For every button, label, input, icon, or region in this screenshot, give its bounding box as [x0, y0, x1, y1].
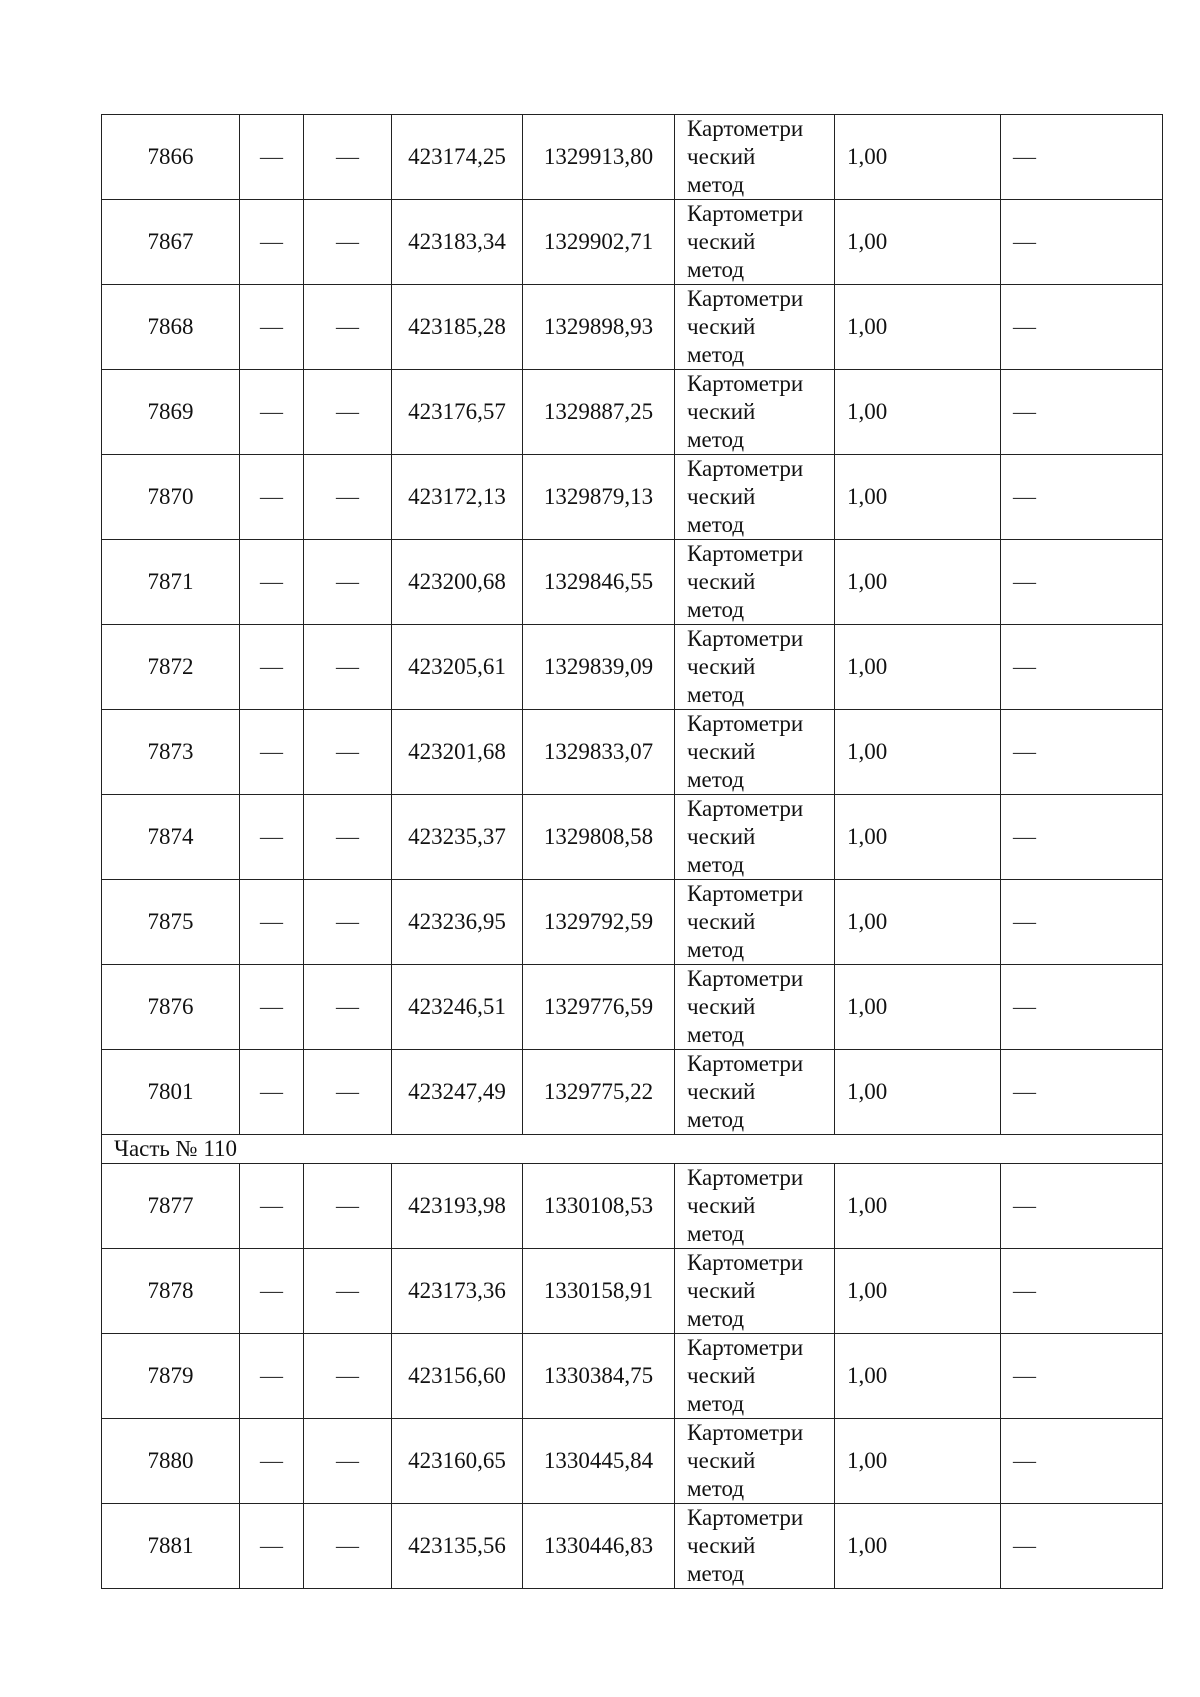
- coordinate-x-cell: 423172,13: [392, 455, 523, 540]
- empty-marker-cell: —: [304, 1504, 392, 1589]
- method-text-line: ческий: [687, 1278, 756, 1303]
- method-cell: [675, 880, 835, 965]
- section-label: Часть № 110: [102, 1135, 1163, 1164]
- coordinate-x-cell: 423156,60: [392, 1334, 523, 1419]
- method-cell: [675, 1164, 835, 1249]
- description-cell: —: [1001, 115, 1163, 200]
- empty-marker-cell: —: [240, 880, 304, 965]
- method-text-line: Картометри: [687, 1051, 804, 1076]
- empty-marker-cell: —: [304, 795, 392, 880]
- method-text-line: ческий: [687, 229, 756, 254]
- method-text-line: метод: [687, 172, 745, 197]
- method-text-line: метод: [687, 1107, 745, 1132]
- accuracy-cell: 1,00: [835, 1504, 1001, 1589]
- method-cell: [675, 540, 835, 625]
- coordinate-x-cell: 423200,68: [392, 540, 523, 625]
- table-row: [102, 1334, 1163, 1419]
- point-number-cell: 7877: [102, 1164, 240, 1249]
- method-cell: [675, 710, 835, 795]
- empty-marker-cell: —: [240, 710, 304, 795]
- empty-marker-cell: —: [240, 115, 304, 200]
- description-cell: —: [1001, 1164, 1163, 1249]
- method-text-line: ческий: [687, 314, 756, 339]
- accuracy-cell: 1,00: [835, 1164, 1001, 1249]
- point-number-cell: 7881: [102, 1504, 240, 1589]
- method-text-line: ческий: [687, 1533, 756, 1558]
- method-text-line: метод: [687, 1221, 745, 1246]
- table-row: [102, 1050, 1163, 1135]
- method-text-line: ческий: [687, 1448, 756, 1473]
- method-text-line: Картометри: [687, 541, 804, 566]
- empty-marker-cell: —: [304, 880, 392, 965]
- empty-marker-cell: —: [304, 1050, 392, 1135]
- accuracy-cell: 1,00: [835, 455, 1001, 540]
- coordinate-y-cell: 1329833,07: [523, 710, 675, 795]
- coordinate-y-cell: 1329913,80: [523, 115, 675, 200]
- description-cell: —: [1001, 200, 1163, 285]
- empty-marker-cell: —: [304, 455, 392, 540]
- point-number-cell: 7867: [102, 200, 240, 285]
- coordinate-y-cell: 1330108,53: [523, 1164, 675, 1249]
- method-text-line: ческий: [687, 399, 756, 424]
- method-text-line: Картометри: [687, 286, 804, 311]
- method-text-line: Картометри: [687, 626, 804, 651]
- accuracy-cell: 1,00: [835, 1249, 1001, 1334]
- method-cell: [675, 965, 835, 1050]
- table-row: [102, 1504, 1163, 1589]
- accuracy-cell: 1,00: [835, 370, 1001, 455]
- empty-marker-cell: —: [240, 1334, 304, 1419]
- coordinate-y-cell: 1330445,84: [523, 1419, 675, 1504]
- method-text-line: метод: [687, 682, 745, 707]
- description-cell: —: [1001, 1419, 1163, 1504]
- method-text-line: Картометри: [687, 796, 804, 821]
- table-body: [102, 115, 1163, 1589]
- table-row: [102, 370, 1163, 455]
- coordinate-y-cell: 1329887,25: [523, 370, 675, 455]
- method-text-line: метод: [687, 1476, 745, 1501]
- point-number-cell: 7873: [102, 710, 240, 795]
- method-text-line: ческий: [687, 654, 756, 679]
- description-cell: —: [1001, 455, 1163, 540]
- method-text-line: метод: [687, 852, 745, 877]
- accuracy-cell: 1,00: [835, 200, 1001, 285]
- method-cell: [675, 370, 835, 455]
- method-cell: [675, 1334, 835, 1419]
- method-cell: [675, 455, 835, 540]
- description-cell: —: [1001, 710, 1163, 795]
- coordinate-x-cell: 423174,25: [392, 115, 523, 200]
- empty-marker-cell: —: [240, 1164, 304, 1249]
- empty-marker-cell: —: [240, 200, 304, 285]
- method-cell: [675, 285, 835, 370]
- method-cell: [675, 1050, 835, 1135]
- method-cell: [675, 1249, 835, 1334]
- table-row: [102, 1249, 1163, 1334]
- method-text-line: метод: [687, 1391, 745, 1416]
- table-row: [102, 1164, 1163, 1249]
- description-cell: —: [1001, 965, 1163, 1050]
- table-row: [102, 455, 1163, 540]
- method-text-line: ческий: [687, 739, 756, 764]
- method-cell: [675, 795, 835, 880]
- description-cell: —: [1001, 1050, 1163, 1135]
- coordinate-y-cell: 1329898,93: [523, 285, 675, 370]
- empty-marker-cell: —: [240, 285, 304, 370]
- accuracy-cell: 1,00: [835, 1419, 1001, 1504]
- method-text-line: ческий: [687, 1363, 756, 1388]
- coordinate-x-cell: 423205,61: [392, 625, 523, 710]
- method-text-line: Картометри: [687, 1335, 804, 1360]
- table-row: [102, 880, 1163, 965]
- section-header-row: [102, 1135, 1163, 1164]
- method-text-line: ческий: [687, 1079, 756, 1104]
- accuracy-cell: 1,00: [835, 625, 1001, 710]
- point-number-cell: 7871: [102, 540, 240, 625]
- method-text-line: Картометри: [687, 1250, 804, 1275]
- accuracy-cell: 1,00: [835, 285, 1001, 370]
- empty-marker-cell: —: [304, 285, 392, 370]
- table-row: [102, 115, 1163, 200]
- empty-marker-cell: —: [240, 1504, 304, 1589]
- point-number-cell: 7878: [102, 1249, 240, 1334]
- method-text-line: Картометри: [687, 1165, 804, 1190]
- coordinate-x-cell: 423246,51: [392, 965, 523, 1050]
- coordinate-x-cell: 423176,57: [392, 370, 523, 455]
- method-text-line: Картометри: [687, 711, 804, 736]
- method-text-line: Картометри: [687, 881, 804, 906]
- empty-marker-cell: —: [304, 200, 392, 285]
- coordinate-y-cell: 1330446,83: [523, 1504, 675, 1589]
- method-text-line: Картометри: [687, 371, 804, 396]
- method-text-line: ческий: [687, 994, 756, 1019]
- method-cell: [675, 1419, 835, 1504]
- coordinate-x-cell: 423201,68: [392, 710, 523, 795]
- empty-marker-cell: —: [240, 370, 304, 455]
- coordinate-x-cell: 423135,56: [392, 1504, 523, 1589]
- method-cell: [675, 115, 835, 200]
- coordinate-y-cell: 1329776,59: [523, 965, 675, 1050]
- coordinate-y-cell: 1329839,09: [523, 625, 675, 710]
- point-number-cell: 7875: [102, 880, 240, 965]
- method-text-line: метод: [687, 512, 745, 537]
- coordinate-y-cell: 1329902,71: [523, 200, 675, 285]
- coordinate-x-cell: 423247,49: [392, 1050, 523, 1135]
- empty-marker-cell: —: [240, 455, 304, 540]
- method-text-line: метод: [687, 427, 745, 452]
- coordinate-x-cell: 423235,37: [392, 795, 523, 880]
- accuracy-cell: 1,00: [835, 880, 1001, 965]
- empty-marker-cell: —: [240, 1419, 304, 1504]
- method-text-line: метод: [687, 342, 745, 367]
- method-text-line: метод: [687, 257, 745, 282]
- method-text-line: ческий: [687, 1193, 756, 1218]
- coordinate-x-cell: 423185,28: [392, 285, 523, 370]
- accuracy-cell: 1,00: [835, 1050, 1001, 1135]
- empty-marker-cell: —: [304, 710, 392, 795]
- coordinate-x-cell: 423236,95: [392, 880, 523, 965]
- empty-marker-cell: —: [304, 370, 392, 455]
- description-cell: —: [1001, 285, 1163, 370]
- method-text-line: Картометри: [687, 1505, 804, 1530]
- point-number-cell: 7801: [102, 1050, 240, 1135]
- method-text-line: ческий: [687, 484, 756, 509]
- coordinate-x-cell: 423173,36: [392, 1249, 523, 1334]
- point-number-cell: 7866: [102, 115, 240, 200]
- empty-marker-cell: —: [240, 795, 304, 880]
- coordinate-y-cell: 1329792,59: [523, 880, 675, 965]
- coordinate-x-cell: 423183,34: [392, 200, 523, 285]
- method-text-line: ческий: [687, 569, 756, 594]
- coordinate-y-cell: 1329846,55: [523, 540, 675, 625]
- coordinate-y-cell: 1329808,58: [523, 795, 675, 880]
- coordinate-y-cell: 1329775,22: [523, 1050, 675, 1135]
- point-number-cell: 7880: [102, 1419, 240, 1504]
- coordinate-y-cell: 1330384,75: [523, 1334, 675, 1419]
- point-number-cell: 7869: [102, 370, 240, 455]
- method-text-line: Картометри: [687, 201, 804, 226]
- method-text-line: метод: [687, 767, 745, 792]
- point-number-cell: 7876: [102, 965, 240, 1050]
- description-cell: —: [1001, 540, 1163, 625]
- method-text-line: Картометри: [687, 456, 804, 481]
- empty-marker-cell: —: [304, 1164, 392, 1249]
- table-row: [102, 710, 1163, 795]
- accuracy-cell: 1,00: [835, 795, 1001, 880]
- table-row: [102, 795, 1163, 880]
- description-cell: —: [1001, 1504, 1163, 1589]
- coordinate-y-cell: 1330158,91: [523, 1249, 675, 1334]
- method-text-line: метод: [687, 1022, 745, 1047]
- empty-marker-cell: —: [304, 625, 392, 710]
- method-text-line: ческий: [687, 824, 756, 849]
- point-number-cell: 7874: [102, 795, 240, 880]
- method-text-line: метод: [687, 1561, 745, 1586]
- empty-marker-cell: —: [240, 625, 304, 710]
- table-row: [102, 1419, 1163, 1504]
- table-row: [102, 285, 1163, 370]
- table-row: [102, 625, 1163, 710]
- description-cell: —: [1001, 1334, 1163, 1419]
- coordinate-x-cell: 423193,98: [392, 1164, 523, 1249]
- coordinates-table: [101, 114, 1163, 1589]
- method-text-line: метод: [687, 1306, 745, 1331]
- description-cell: —: [1001, 370, 1163, 455]
- empty-marker-cell: —: [304, 1334, 392, 1419]
- empty-marker-cell: —: [304, 540, 392, 625]
- accuracy-cell: 1,00: [835, 1334, 1001, 1419]
- table-row: [102, 200, 1163, 285]
- method-text-line: ческий: [687, 144, 756, 169]
- table-row: [102, 540, 1163, 625]
- point-number-cell: 7872: [102, 625, 240, 710]
- method-text-line: Картометри: [687, 1420, 804, 1445]
- method-text-line: Картометри: [687, 116, 804, 141]
- description-cell: —: [1001, 1249, 1163, 1334]
- accuracy-cell: 1,00: [835, 965, 1001, 1050]
- description-cell: —: [1001, 880, 1163, 965]
- accuracy-cell: 1,00: [835, 710, 1001, 795]
- method-cell: [675, 200, 835, 285]
- empty-marker-cell: —: [304, 1249, 392, 1334]
- point-number-cell: 7868: [102, 285, 240, 370]
- method-text-line: ческий: [687, 909, 756, 934]
- method-cell: [675, 1504, 835, 1589]
- method-text-line: Картометри: [687, 966, 804, 991]
- description-cell: —: [1001, 625, 1163, 710]
- point-number-cell: 7870: [102, 455, 240, 540]
- coordinate-x-cell: 423160,65: [392, 1419, 523, 1504]
- empty-marker-cell: —: [304, 965, 392, 1050]
- table-row: [102, 965, 1163, 1050]
- empty-marker-cell: —: [240, 540, 304, 625]
- empty-marker-cell: —: [240, 965, 304, 1050]
- method-text-line: метод: [687, 597, 745, 622]
- coordinate-y-cell: 1329879,13: [523, 455, 675, 540]
- method-cell: [675, 625, 835, 710]
- method-text-line: метод: [687, 937, 745, 962]
- empty-marker-cell: —: [240, 1050, 304, 1135]
- description-cell: —: [1001, 795, 1163, 880]
- empty-marker-cell: —: [304, 115, 392, 200]
- accuracy-cell: 1,00: [835, 540, 1001, 625]
- accuracy-cell: 1,00: [835, 115, 1001, 200]
- empty-marker-cell: —: [304, 1419, 392, 1504]
- point-number-cell: 7879: [102, 1334, 240, 1419]
- empty-marker-cell: —: [240, 1249, 304, 1334]
